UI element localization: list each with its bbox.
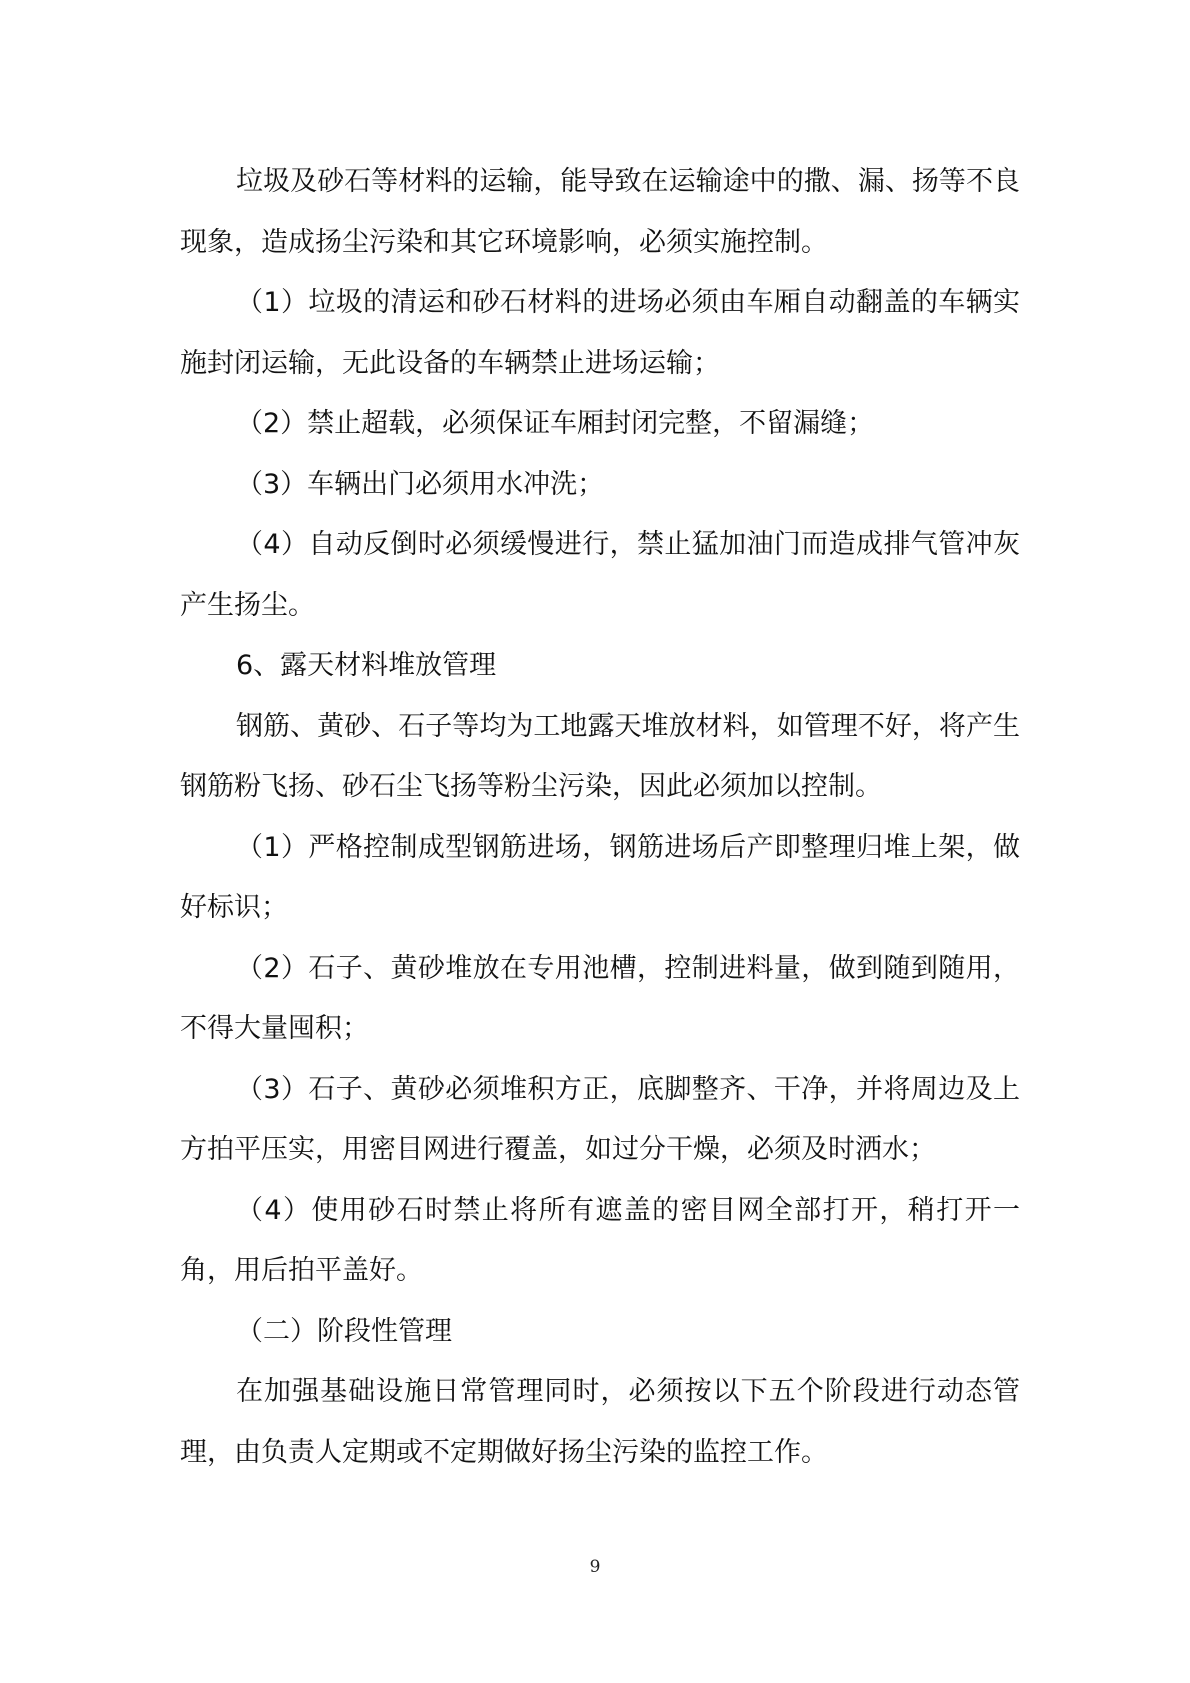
- paragraph-transport-item-4: （4）自动反倒时必须缓慢进行，禁止猛加油门而造成排气管冲灰产生扬尘。: [180, 529, 1020, 621]
- page-number: 9: [589, 1557, 601, 1577]
- section-heading-open-storage: 6、露天材料堆放管理: [236, 650, 497, 681]
- section-heading-phased-management: （二）阶段性管理: [236, 1315, 452, 1347]
- paragraph-storage-item-4: （4）使用砂石时禁止将所有遮盖的密目网全部打开，稍打开一角，用后拍平盖好。: [180, 1194, 1020, 1286]
- paragraph-transport-item-2: （2）禁止超载，必须保证车厢封闭完整，不留漏缝；: [236, 408, 875, 439]
- paragraph-storage-item-1: （1）严格控制成型钢筋进场，钢筋进场后产即整理归堆上架，做好标识；: [180, 831, 1020, 923]
- paragraph-storage-item-3: （3）石子、黄砂必须堆积方正，底脚整齐、干净，并将周边及上方拍平压实，用密目网进行覆盖，如过分干燥，必须及时洒水；: [180, 1073, 1020, 1165]
- document-body: [180, 152, 1020, 1483]
- paragraph-phased-management: 在加强基础设施日常管理同时，必须按以下五个阶段进行动态管理，由负责人定期或不定期做好扬尘污染的监控工作。: [180, 1376, 1020, 1468]
- paragraph-transport-item-3: （3）车辆出门必须用水冲洗；: [236, 468, 605, 500]
- paragraph-transport-intro: 垃圾及砂石等材料的运输，能导致在运输途中的撒、漏、扬等不良现象，造成扬尘污染和其它环境影响，必须实施控制。: [180, 166, 1020, 258]
- paragraph-storage-item-2: （2）石子、黄砂堆放在专用池槽，控制进料量，做到随到随用，不得大量囤积；: [180, 952, 1020, 1044]
- paragraph-storage-intro: 钢筋、黄砂、石子等均为工地露天堆放材料，如管理不好，将产生钢筋粉飞扬、砂石尘飞扬等粉尘污染，因此必须加以控制。: [180, 710, 1020, 802]
- paragraph-transport-item-1: （1）垃圾的清运和砂石材料的进场必须由车厢自动翻盖的车辆实施封闭运输，无此设备的车辆禁止进场运输；: [180, 287, 1020, 379]
